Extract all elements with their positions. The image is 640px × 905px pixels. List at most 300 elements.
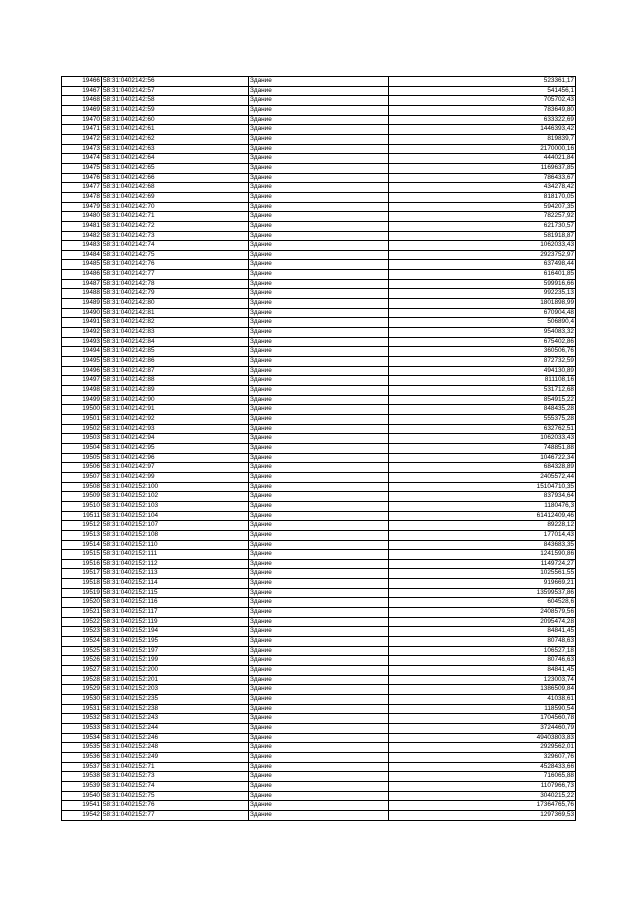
row-number-cell: 19485 [62, 260, 102, 270]
cadastral-value-cell: 80748,63 [389, 637, 576, 647]
table-row [62, 347, 576, 357]
cadastral-value-cell: 4528433,66 [389, 762, 576, 772]
cadastral-number-cell: 58:31:0402152:102 [102, 492, 249, 502]
object-type-cell: Здание [249, 540, 389, 550]
table-row [62, 501, 576, 511]
table-row [62, 723, 576, 733]
cadastral-number-cell: 58:31:0402142:72 [102, 221, 249, 231]
table-row [62, 192, 576, 202]
cadastral-number-cell: 58:31:0402152:235 [102, 695, 249, 705]
object-type-cell: Здание [249, 366, 389, 376]
row-number-cell: 19532 [62, 714, 102, 724]
table-row [62, 328, 576, 338]
object-type-cell: Здание [249, 144, 389, 154]
cadastral-number-cell: 58:31:0402142:59 [102, 105, 249, 115]
cadastral-number-cell: 58:31:0402152:195 [102, 637, 249, 647]
object-type-cell: Здание [249, 318, 389, 328]
cadastral-number-cell: 58:31:0402152:76 [102, 801, 249, 811]
object-type-cell: Здание [249, 656, 389, 666]
table-row [62, 125, 576, 135]
cadastral-number-cell: 58:31:0402142:92 [102, 414, 249, 424]
cadastral-value-cell: 670904,48 [389, 308, 576, 318]
cadastral-value-cell: 1446393,42 [389, 125, 576, 135]
row-number-cell: 19511 [62, 511, 102, 521]
table-row [62, 86, 576, 96]
row-number-cell: 19520 [62, 598, 102, 608]
object-type-cell: Здание [249, 270, 389, 280]
cadastral-number-cell: 58:31:0402152:249 [102, 752, 249, 762]
cadastral-number-cell: 58:31:0402142:69 [102, 192, 249, 202]
cadastral-value-cell: 919669,21 [389, 579, 576, 589]
cadastral-number-cell: 58:31:0402142:82 [102, 318, 249, 328]
cadastral-number-cell: 58:31:0402152:77 [102, 810, 249, 820]
cadastral-value-cell: 360506,76 [389, 347, 576, 357]
cadastral-value-cell: 2095474,28 [389, 617, 576, 627]
row-number-cell: 19482 [62, 231, 102, 241]
row-number-cell: 19489 [62, 299, 102, 309]
table-row [62, 308, 576, 318]
table-row [62, 395, 576, 405]
cadastral-number-cell: 58:31:0402152:74 [102, 781, 249, 791]
table-row [62, 318, 576, 328]
cadastral-value-cell: 3724460,79 [389, 723, 576, 733]
object-type-cell: Здание [249, 579, 389, 589]
cadastral-number-cell: 58:31:0402152:113 [102, 569, 249, 579]
cadastral-number-cell: 58:31:0402152:248 [102, 743, 249, 753]
table-row [62, 173, 576, 183]
object-type-cell: Здание [249, 791, 389, 801]
row-number-cell: 19508 [62, 482, 102, 492]
table-row [62, 685, 576, 695]
row-number-cell: 19492 [62, 328, 102, 338]
object-type-cell: Здание [249, 550, 389, 560]
row-number-cell: 19474 [62, 154, 102, 164]
object-type-cell: Здание [249, 328, 389, 338]
object-type-cell: Здание [249, 424, 389, 434]
cadastral-number-cell: 58:31:0402142:75 [102, 250, 249, 260]
cadastral-value-cell: 41038,61 [389, 695, 576, 705]
cadastral-value-cell: 1107966,73 [389, 781, 576, 791]
cadastral-number-cell: 58:31:0402142:89 [102, 386, 249, 396]
cadastral-number-cell: 58:31:0402142:71 [102, 212, 249, 222]
cadastral-number-cell: 58:31:0402152:197 [102, 646, 249, 656]
object-type-cell: Здание [249, 675, 389, 685]
row-number-cell: 19466 [62, 77, 102, 87]
cadastral-number-cell: 58:31:0402142:61 [102, 125, 249, 135]
cadastral-number-cell: 58:31:0402142:78 [102, 279, 249, 289]
cadastral-value-cell: 872732,59 [389, 357, 576, 367]
row-number-cell: 19506 [62, 463, 102, 473]
table-row [62, 801, 576, 811]
object-type-cell: Здание [249, 96, 389, 106]
object-type-cell: Здание [249, 627, 389, 637]
row-number-cell: 19539 [62, 781, 102, 791]
table-row [62, 77, 576, 87]
row-number-cell: 19528 [62, 675, 102, 685]
object-type-cell: Здание [249, 212, 389, 222]
object-type-cell: Здание [249, 685, 389, 695]
object-type-cell: Здание [249, 772, 389, 782]
cadastral-number-cell: 58:31:0402152:243 [102, 714, 249, 724]
cadastral-value-cell: 716065,88 [389, 772, 576, 782]
cadastral-number-cell: 58:31:0402152:244 [102, 723, 249, 733]
cadastral-number-cell: 58:31:0402142:94 [102, 434, 249, 444]
row-number-cell: 19477 [62, 183, 102, 193]
row-number-cell: 19536 [62, 752, 102, 762]
cadastral-number-cell: 58:31:0402142:60 [102, 115, 249, 125]
row-number-cell: 19537 [62, 762, 102, 772]
object-type-cell: Здание [249, 115, 389, 125]
table-row [62, 337, 576, 347]
cadastral-value-cell: 89228,12 [389, 521, 576, 531]
table-row [62, 212, 576, 222]
table-row [62, 386, 576, 396]
row-number-cell: 19512 [62, 521, 102, 531]
table-row [62, 221, 576, 231]
cadastral-number-cell: 58:31:0402142:58 [102, 96, 249, 106]
table-row [62, 482, 576, 492]
table-row [62, 279, 576, 289]
table-row [62, 569, 576, 579]
table-row [62, 453, 576, 463]
cadastral-value-cell: 1801898,99 [389, 299, 576, 309]
row-number-cell: 19535 [62, 743, 102, 753]
object-type-cell: Здание [249, 598, 389, 608]
cadastral-number-cell: 58:31:0402142:84 [102, 337, 249, 347]
table-row [62, 357, 576, 367]
cadastral-number-cell: 58:31:0402142:87 [102, 366, 249, 376]
object-type-cell: Здание [249, 482, 389, 492]
object-type-cell: Здание [249, 357, 389, 367]
cadastral-number-cell: 58:31:0402142:86 [102, 357, 249, 367]
cadastral-number-cell: 58:31:0402152:110 [102, 540, 249, 550]
table-row [62, 637, 576, 647]
registry-table [61, 76, 576, 821]
table-row [62, 289, 576, 299]
cadastral-value-cell: 684328,89 [389, 463, 576, 473]
cadastral-number-cell: 58:31:0402152:112 [102, 559, 249, 569]
cadastral-value-cell: 523361,17 [389, 77, 576, 87]
object-type-cell: Здание [249, 250, 389, 260]
table-row [62, 579, 576, 589]
table-row [62, 134, 576, 144]
table-row [62, 96, 576, 106]
cadastral-value-cell: 444021,84 [389, 154, 576, 164]
object-type-cell: Здание [249, 173, 389, 183]
cadastral-value-cell: 506890,4 [389, 318, 576, 328]
cadastral-number-cell: 58:31:0402142:97 [102, 463, 249, 473]
object-type-cell: Здание [249, 299, 389, 309]
cadastral-number-cell: 58:31:0402152:201 [102, 675, 249, 685]
row-number-cell: 19522 [62, 617, 102, 627]
table-row [62, 163, 576, 173]
row-number-cell: 19505 [62, 453, 102, 463]
table-row [62, 762, 576, 772]
row-number-cell: 19490 [62, 308, 102, 318]
table-row [62, 743, 576, 753]
object-type-cell: Здание [249, 443, 389, 453]
table-row [62, 260, 576, 270]
cadastral-value-cell: 2170000,16 [389, 144, 576, 154]
row-number-cell: 19496 [62, 366, 102, 376]
row-number-cell: 19533 [62, 723, 102, 733]
cadastral-number-cell: 58:31:0402142:93 [102, 424, 249, 434]
table-row [62, 202, 576, 212]
object-type-cell: Здание [249, 588, 389, 598]
row-number-cell: 19538 [62, 772, 102, 782]
table-row [62, 781, 576, 791]
object-type-cell: Здание [249, 386, 389, 396]
row-number-cell: 19514 [62, 540, 102, 550]
row-number-cell: 19523 [62, 627, 102, 637]
cadastral-number-cell: 58:31:0402152:238 [102, 704, 249, 714]
table-row [62, 463, 576, 473]
object-type-cell: Здание [249, 134, 389, 144]
row-number-cell: 19476 [62, 173, 102, 183]
table-row [62, 105, 576, 115]
cadastral-value-cell: 782257,92 [389, 212, 576, 222]
cadastral-value-cell: 848435,28 [389, 405, 576, 415]
object-type-cell: Здание [249, 376, 389, 386]
table-row [62, 424, 576, 434]
table-row [62, 492, 576, 502]
cadastral-number-cell: 58:31:0402152:114 [102, 579, 249, 589]
cadastral-number-cell: 58:31:0402142:80 [102, 299, 249, 309]
table-row [62, 511, 576, 521]
cadastral-number-cell: 58:31:0402142:68 [102, 183, 249, 193]
object-type-cell: Здание [249, 241, 389, 251]
object-type-cell: Здание [249, 617, 389, 627]
row-number-cell: 19483 [62, 241, 102, 251]
cadastral-number-cell: 58:31:0402142:74 [102, 241, 249, 251]
row-number-cell: 19498 [62, 386, 102, 396]
table-row [62, 588, 576, 598]
row-number-cell: 19473 [62, 144, 102, 154]
row-number-cell: 19519 [62, 588, 102, 598]
object-type-cell: Здание [249, 463, 389, 473]
table-row [62, 772, 576, 782]
cadastral-value-cell: 1169637,85 [389, 163, 576, 173]
row-number-cell: 19509 [62, 492, 102, 502]
cadastral-value-cell: 177014,43 [389, 530, 576, 540]
row-number-cell: 19525 [62, 646, 102, 656]
row-number-cell: 19481 [62, 221, 102, 231]
object-type-cell: Здание [249, 492, 389, 502]
object-type-cell: Здание [249, 279, 389, 289]
cadastral-number-cell: 58:31:0402142:63 [102, 144, 249, 154]
table-row [62, 472, 576, 482]
cadastral-number-cell: 58:31:0402142:57 [102, 86, 249, 96]
cadastral-number-cell: 58:31:0402142:62 [102, 134, 249, 144]
table-row [62, 608, 576, 618]
row-number-cell: 19468 [62, 96, 102, 106]
object-type-cell: Здание [249, 405, 389, 415]
cadastral-number-cell: 58:31:0402142:64 [102, 154, 249, 164]
object-type-cell: Здание [249, 762, 389, 772]
object-type-cell: Здание [249, 472, 389, 482]
cadastral-value-cell: 494130,89 [389, 366, 576, 376]
object-type-cell: Здание [249, 202, 389, 212]
cadastral-value-cell: 17364765,76 [389, 801, 576, 811]
table-row [62, 656, 576, 666]
cadastral-value-cell: 84841,45 [389, 666, 576, 676]
table-row [62, 617, 576, 627]
table-row [62, 366, 576, 376]
cadastral-value-cell: 637498,44 [389, 260, 576, 270]
cadastral-value-cell: 581918,87 [389, 231, 576, 241]
cadastral-number-cell: 58:31:0402142:90 [102, 395, 249, 405]
cadastral-number-cell: 58:31:0402142:73 [102, 231, 249, 241]
cadastral-value-cell: 854915,22 [389, 395, 576, 405]
object-type-cell: Здание [249, 434, 389, 444]
cadastral-number-cell: 58:31:0402142:81 [102, 308, 249, 318]
cadastral-value-cell: 675402,86 [389, 337, 576, 347]
object-type-cell: Здание [249, 347, 389, 357]
cadastral-number-cell: 58:31:0402152:100 [102, 482, 249, 492]
object-type-cell: Здание [249, 733, 389, 743]
row-number-cell: 19471 [62, 125, 102, 135]
table-row [62, 231, 576, 241]
row-number-cell: 19484 [62, 250, 102, 260]
row-number-cell: 19469 [62, 105, 102, 115]
table-row [62, 695, 576, 705]
cadastral-number-cell: 58:31:0402152:199 [102, 656, 249, 666]
row-number-cell: 19497 [62, 376, 102, 386]
row-number-cell: 19524 [62, 637, 102, 647]
object-type-cell: Здание [249, 810, 389, 820]
cadastral-number-cell: 58:31:0402152:73 [102, 772, 249, 782]
cadastral-value-cell: 843683,35 [389, 540, 576, 550]
cadastral-number-cell: 58:31:0402152:103 [102, 501, 249, 511]
cadastral-number-cell: 58:31:0402142:66 [102, 173, 249, 183]
row-number-cell: 19540 [62, 791, 102, 801]
cadastral-value-cell: 599916,66 [389, 279, 576, 289]
object-type-cell: Здание [249, 501, 389, 511]
object-type-cell: Здание [249, 453, 389, 463]
cadastral-number-cell: 58:31:0402142:70 [102, 202, 249, 212]
row-number-cell: 19502 [62, 424, 102, 434]
cadastral-value-cell: 632762,51 [389, 424, 576, 434]
cadastral-value-cell: 594207,35 [389, 202, 576, 212]
cadastral-value-cell: 954083,32 [389, 328, 576, 338]
cadastral-number-cell: 58:31:0402142:76 [102, 260, 249, 270]
table-row [62, 183, 576, 193]
cadastral-value-cell: 748851,88 [389, 443, 576, 453]
table-row [62, 550, 576, 560]
object-type-cell: Здание [249, 569, 389, 579]
table-row [62, 646, 576, 656]
object-type-cell: Здание [249, 608, 389, 618]
cadastral-number-cell: 58:31:0402142:95 [102, 443, 249, 453]
row-number-cell: 19475 [62, 163, 102, 173]
cadastral-value-cell: 531712,68 [389, 386, 576, 396]
cadastral-value-cell: 616401,85 [389, 270, 576, 280]
object-type-cell: Здание [249, 308, 389, 318]
row-number-cell: 19504 [62, 443, 102, 453]
row-number-cell: 19499 [62, 395, 102, 405]
object-type-cell: Здание [249, 521, 389, 531]
cadastral-value-cell: 118590,54 [389, 704, 576, 714]
cadastral-number-cell: 58:31:0402152:117 [102, 608, 249, 618]
cadastral-number-cell: 58:31:0402152:104 [102, 511, 249, 521]
row-number-cell: 19521 [62, 608, 102, 618]
row-number-cell: 19542 [62, 810, 102, 820]
table-row [62, 270, 576, 280]
table-row [62, 627, 576, 637]
object-type-cell: Здание [249, 743, 389, 753]
cadastral-value-cell: 1046722,34 [389, 453, 576, 463]
cadastral-number-cell: 58:31:0402152:75 [102, 791, 249, 801]
object-type-cell: Здание [249, 289, 389, 299]
cadastral-value-cell: 1062033,43 [389, 434, 576, 444]
cadastral-number-cell: 58:31:0402142:56 [102, 77, 249, 87]
row-number-cell: 19531 [62, 704, 102, 714]
object-type-cell: Здание [249, 637, 389, 647]
row-number-cell: 19501 [62, 414, 102, 424]
cadastral-value-cell: 818170,05 [389, 192, 576, 202]
table-row [62, 810, 576, 820]
cadastral-number-cell: 58:31:0402152:108 [102, 530, 249, 540]
row-number-cell: 19488 [62, 289, 102, 299]
object-type-cell: Здание [249, 801, 389, 811]
row-number-cell: 19507 [62, 472, 102, 482]
cadastral-value-cell: 49403803,83 [389, 733, 576, 743]
table-row [62, 559, 576, 569]
registry-table-body [62, 77, 576, 821]
table-row [62, 752, 576, 762]
object-type-cell: Здание [249, 260, 389, 270]
cadastral-value-cell: 434278,42 [389, 183, 576, 193]
row-number-cell: 19500 [62, 405, 102, 415]
table-row [62, 704, 576, 714]
cadastral-value-cell: 819839,7 [389, 134, 576, 144]
row-number-cell: 19470 [62, 115, 102, 125]
cadastral-number-cell: 58:31:0402142:91 [102, 405, 249, 415]
cadastral-number-cell: 58:31:0402152:200 [102, 666, 249, 676]
cadastral-number-cell: 58:31:0402152:246 [102, 733, 249, 743]
table-row [62, 733, 576, 743]
cadastral-value-cell: 1149724,27 [389, 559, 576, 569]
row-number-cell: 19494 [62, 347, 102, 357]
cadastral-value-cell: 621730,57 [389, 221, 576, 231]
cadastral-value-cell: 106527,18 [389, 646, 576, 656]
table-row [62, 405, 576, 415]
cadastral-value-cell: 992235,13 [389, 289, 576, 299]
row-number-cell: 19486 [62, 270, 102, 280]
cadastral-value-cell: 61412409,46 [389, 511, 576, 521]
cadastral-number-cell: 58:31:0402152:194 [102, 627, 249, 637]
cadastral-value-cell: 783649,80 [389, 105, 576, 115]
cadastral-value-cell: 1180476,3 [389, 501, 576, 511]
object-type-cell: Здание [249, 337, 389, 347]
cadastral-value-cell: 1704560,78 [389, 714, 576, 724]
cadastral-number-cell: 58:31:0402142:96 [102, 453, 249, 463]
object-type-cell: Здание [249, 511, 389, 521]
cadastral-number-cell: 58:31:0402142:99 [102, 472, 249, 482]
cadastral-number-cell: 58:31:0402152:111 [102, 550, 249, 560]
cadastral-number-cell: 58:31:0402142:83 [102, 328, 249, 338]
cadastral-value-cell: 604528,6 [389, 598, 576, 608]
cadastral-number-cell: 58:31:0402142:85 [102, 347, 249, 357]
object-type-cell: Здание [249, 86, 389, 96]
row-number-cell: 19515 [62, 550, 102, 560]
table-row [62, 540, 576, 550]
cadastral-value-cell: 633322,69 [389, 115, 576, 125]
object-type-cell: Здание [249, 530, 389, 540]
object-type-cell: Здание [249, 77, 389, 87]
row-number-cell: 19491 [62, 318, 102, 328]
cadastral-number-cell: 58:31:0402142:65 [102, 163, 249, 173]
